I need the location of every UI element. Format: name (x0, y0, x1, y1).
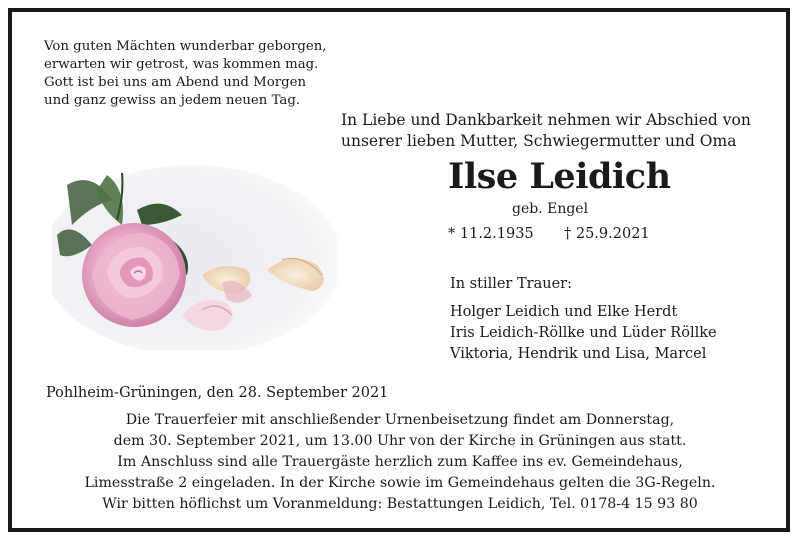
mourner-name: Viktoria, Hendrik und Lisa, Marcel (450, 346, 707, 362)
notice-line: Im Anschluss sind alle Trauergäste herzlich zum Kaffee ins ev. Gemeindehaus, (117, 454, 683, 470)
notice-line: Die Trauerfeier mit anschließender Urnenbeisetzung findet am Donnerstag, (125, 412, 675, 428)
rose-image (52, 165, 337, 350)
poem-line: Von guten Mächten wunderbar geborgen, (44, 39, 327, 54)
notice-line: Limesstraße 2 eingeladen. In der Kirche sowie im Gemeindehaus gelten die 3G-Regeln. (84, 475, 716, 491)
maiden-name: geb. Engel (512, 201, 589, 217)
poem-verse (44, 38, 327, 110)
death-date: † 25.9.2021 (564, 226, 650, 242)
notice-line: dem 30. September 2021, um 13.00 Uhr von der Kirche in Grüningen aus statt. (113, 433, 687, 449)
birth-date: * 11.2.1935 (448, 226, 534, 242)
notice-line: Wir bitten höflichst um Voranmeldung: Bestattungen Leidich, Tel. 0178-4 15 93 80 (102, 496, 698, 512)
intro-line: In Liebe und Dankbarkeit nehmen wir Abschied von (341, 111, 751, 129)
poem-line: Gott ist bei uns am Abend und Morgen (44, 75, 307, 90)
mourners-heading: In stiller Trauer: (450, 276, 572, 292)
funeral-notice (20, 410, 780, 515)
mourners-list (450, 274, 717, 365)
poem-line: erwarten wir getrost, was kommen mag. (44, 57, 319, 72)
farewell-intro (341, 110, 751, 152)
place-date: Pohlheim-Grüningen, den 28. September 2021 (46, 385, 389, 401)
mourner-name: Holger Leidich und Elke Herdt (450, 304, 678, 320)
intro-line: unserer lieben Mutter, Schwiegermutter und Oma (341, 132, 737, 150)
deceased-name: Ilse Leidich (448, 156, 671, 197)
poem-line: und ganz gewiss an jedem neuen Tag. (44, 93, 301, 108)
mourner-name: Iris Leidich-Röllke und Lüder Röllke (450, 325, 717, 341)
